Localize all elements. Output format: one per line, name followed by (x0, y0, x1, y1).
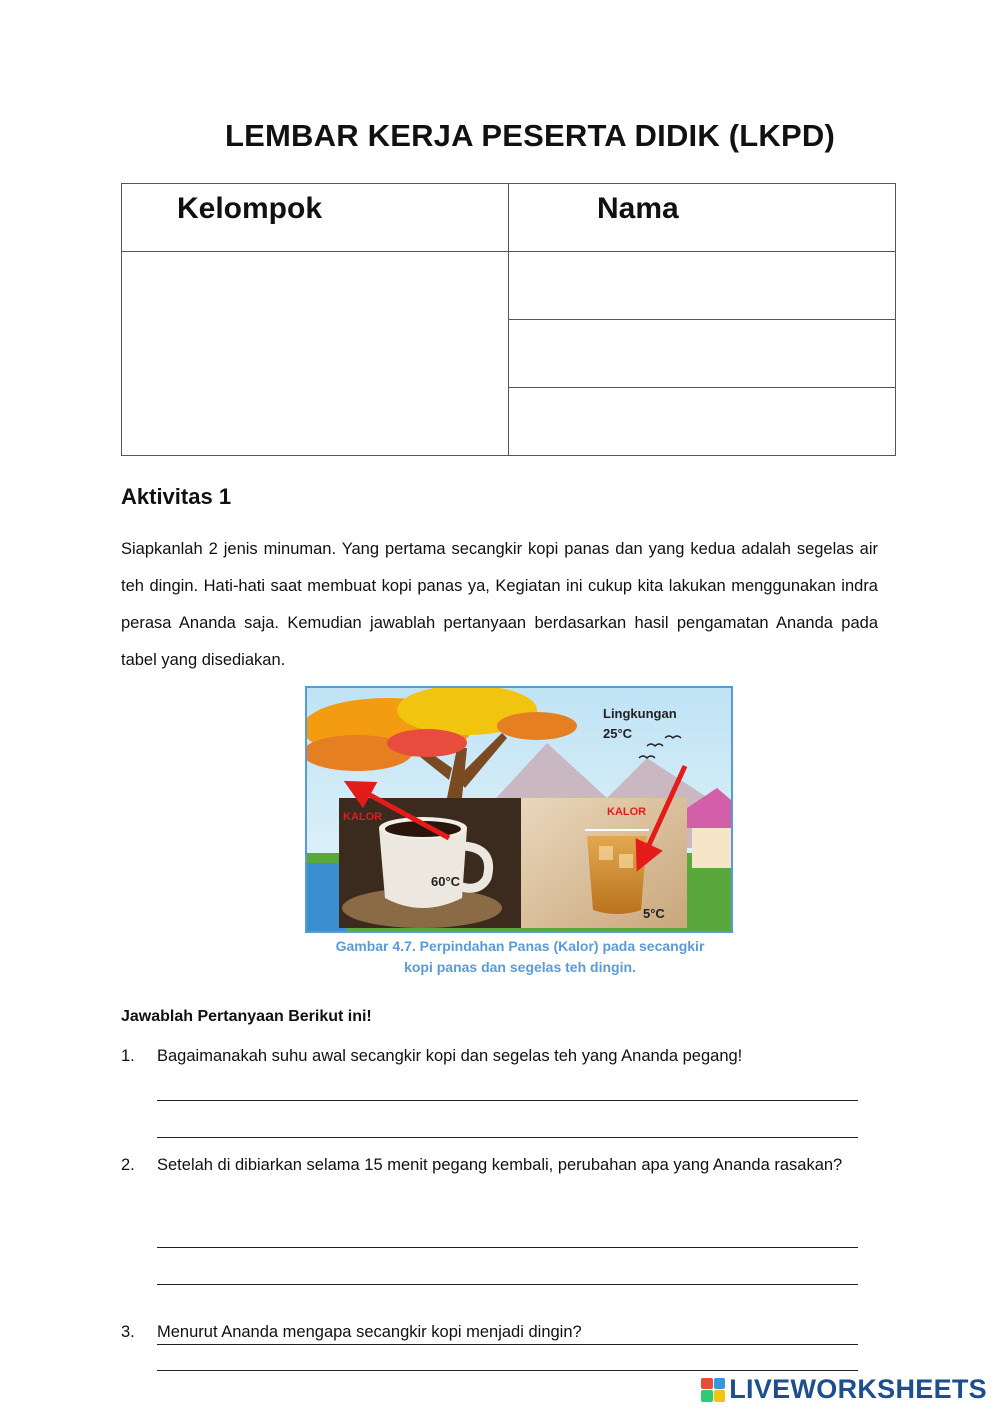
figure-caption: Gambar 4.7. Perpindahan Panas (Kalor) pada secangkir kopi panas dan segelas teh dingin. (335, 938, 705, 975)
answer-line-3b[interactable] (157, 1370, 858, 1371)
answer-line-1a[interactable] (157, 1100, 858, 1101)
kalor-label-2: KALOR (607, 806, 647, 818)
coffee-temp: 60°C (431, 874, 461, 889)
kelompok-input-cell[interactable] (122, 252, 509, 456)
nama-input-cell-1[interactable] (509, 252, 896, 320)
nama-input-cell-2[interactable] (509, 320, 896, 388)
page-title: LEMBAR KERJA PESERTA DIDIK (LKPD) (225, 118, 835, 153)
answer-line-2b[interactable] (157, 1284, 858, 1285)
coffee-cup-shape (379, 828, 467, 908)
kalor-label-1: KALOR (343, 811, 383, 823)
activity-heading: Aktivitas 1 (121, 484, 232, 509)
answer-line-2a[interactable] (157, 1247, 858, 1248)
group-table (121, 183, 896, 456)
liveworksheets-logo-icon (701, 1378, 725, 1402)
tea-temp: 5°C (643, 906, 665, 921)
answer-line-3a[interactable] (157, 1344, 858, 1345)
kelompok-header: Kelompok (122, 184, 509, 252)
nama-header: Nama (509, 184, 896, 252)
activity-paragraph: Siapkanlah 2 jenis minuman. Yang pertama secangkir kopi panas dan yang kedua adalah segelas air teh dingin. Hati-hati saat membuat kopi panas ya, Kegiatan ini cukup kita lakukan menggunakan indra perasa Ananda saja. Kemudian jawablah pertanyaan berdasarkan hasil pengamatan Ananda pada tabel yang disediakan. (121, 540, 878, 669)
tea-glass-shape (587, 836, 647, 914)
questions-heading: Jawablah Pertanyaan Berikut ini! (121, 1008, 372, 1025)
env-temp: 25°C (603, 726, 633, 741)
env-label: Lingkungan (603, 706, 677, 721)
liveworksheets-brand[interactable]: LIVEWORKSHEETS (701, 1374, 987, 1405)
nama-input-cell-3[interactable] (509, 388, 896, 456)
heat-transfer-figure (305, 686, 733, 933)
answer-line-1b[interactable] (157, 1137, 858, 1138)
